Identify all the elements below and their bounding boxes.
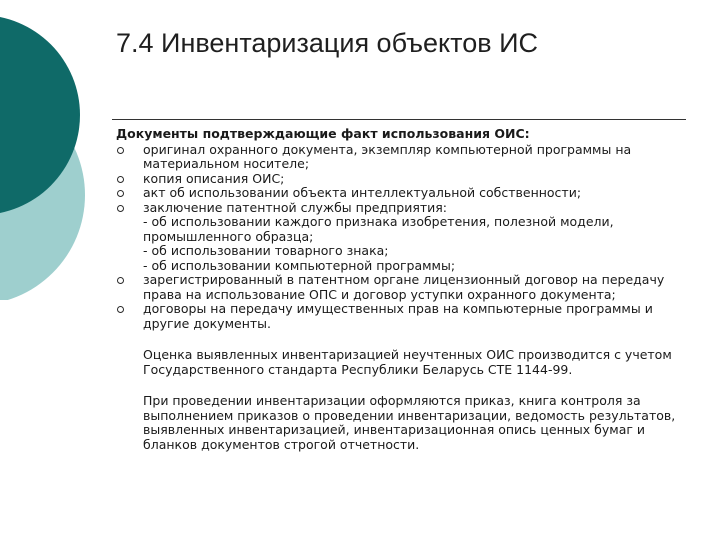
documentation-paragraph: При проведении инвентаризации оформляются приказ, книга контроля за выполнением приказов о проведении инвентаризации, ведомость результатов, выявленных инвентаризацией, инвентаризационная опись ценных бумаг и бланков документов строгой отчетности.: [143, 393, 676, 452]
list-item-text: зарегистрированный в патентном органе лицензионный договор на передачу права на использование ОПС и договор уступки охранного документа;: [143, 272, 665, 302]
list-item: [116, 302, 690, 331]
assessment-paragraph: Оценка выявленных инвентаризацией неучтенных ОИС производится с учетом Государственного стандарта Республики Беларусь СТЕ 1144-99.: [143, 347, 672, 377]
list-item: [116, 143, 690, 172]
slide-content: [116, 127, 690, 452]
bullet-circle-icon: [117, 205, 124, 212]
list-item: [116, 186, 690, 201]
bullet-circle-icon: [117, 147, 124, 154]
list-item-text: заключение патентной службы предприятия:: [143, 199, 447, 215]
list-item: [116, 273, 690, 302]
bullet-circle-icon: [117, 306, 124, 313]
list-item-text: копия описания ОИС;: [143, 170, 285, 186]
decorative-circles: [0, 0, 120, 300]
slide-title: 7.4 Инвентаризация объектов ИС: [116, 28, 538, 58]
list-item-text: акт об использовании объекта интеллектуальной собственности;: [143, 185, 582, 200]
title-divider: [112, 119, 686, 120]
list-subitem: - об использовании компьютерной программы;: [143, 257, 456, 273]
list-item-text: договоры на передачу имущественных прав на компьютерные программы и другие документы.: [143, 301, 653, 331]
bullet-circle-icon: [117, 190, 124, 197]
bullet-circle-icon: [117, 277, 124, 284]
list-heading: Документы подтверждающие факт использования ОИС:: [116, 126, 530, 141]
list-item-text: оригинал охранного документа, экземпляр компьютерной программы на материальном носителе;: [143, 141, 632, 171]
list-subitem: - об использовании товарного знака;: [143, 243, 389, 258]
document-list: [116, 143, 690, 332]
list-item: [116, 201, 690, 274]
list-subitem: - об использовании каждого признака изобретения, полезной модели, промышленного образца;: [143, 214, 614, 244]
list-item: [116, 172, 690, 187]
bullet-circle-icon: [117, 176, 124, 183]
